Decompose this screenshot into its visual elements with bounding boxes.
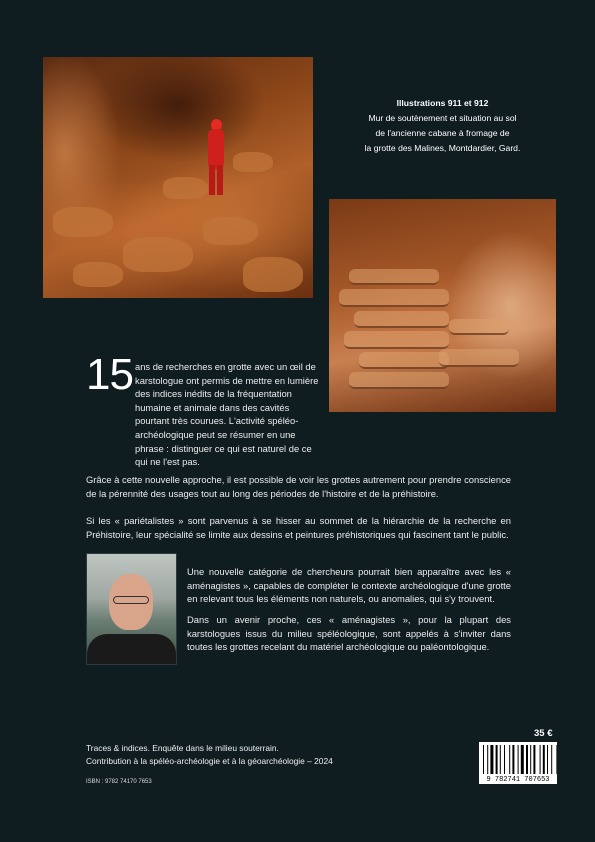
book-subtitle-line: Contribution à la spéléo-archéologie et à la géoarchéologie – 2024 [86, 756, 333, 766]
intro-paragraph: ans de recherches en grotte avec un œil de karstologue ont permis de mettre en lumière des indices inédits de la fréquentation humaine et animale dans des cavités pourtant très courues. L'activité spéléo-archéologique peut se résumer en une phrase : distinguer ce qui est naturel de ce qui ne l'est pas. [135, 361, 319, 468]
isbn-barcode [479, 742, 557, 784]
book-title-line: Traces & indices. Enquête dans le milieu souterrain. [86, 743, 279, 753]
paragraph-amenagistes: Une nouvelle catégorie de chercheurs pourrait bien apparaître avec les « aménagistes », capables de compléter le contexte archéologique d'une grotte en relevant tous les éléments non naturels, ou anomalies, qui s'y trouvent. [187, 566, 511, 605]
price-label: 35 € [534, 728, 553, 739]
illustration-caption [330, 96, 555, 156]
caption-title: Illustrations 911 et 912 [396, 98, 489, 108]
caption-line-2: de l'ancienne cabane à fromage de [375, 128, 510, 138]
caption-line-1: Mur de soutènement et situation au sol [368, 113, 517, 123]
paragraph-future: Dans un avenir proche, ces « aménagistes », pour la plupart des karstologues issus du milieu spéléologique, sont appelés à s'inviter dans toutes les grottes recelant du matériel archéologique ou paléontologique. [187, 614, 511, 653]
cave-photo-cheese-hut-floor [43, 57, 313, 298]
paragraph-parietalistes: Si les « pariétalistes » sont parvenus à se hisser au sommet de la hiérarchie de la recherche en Préhistoire, leur spécialité se limite aux dessins et peintures préhistoriques qui fascinent tant le public. [86, 515, 511, 540]
barcode-number: 9 782741 707653 [479, 776, 557, 784]
caver-figure [205, 119, 227, 197]
big-number-drop-cap: 15 [86, 350, 133, 399]
paragraph-approach: Grâce à cette nouvelle approche, il est possible de voir les grottes autrement pour prendre conscience de la pérennité des usages tout au long des périodes de l'histoire et de la préhistoire. [86, 474, 511, 499]
caption-line-3: la grotte des Malines, Montdardier, Gard. [364, 143, 521, 153]
isbn-text: ISBN : 9782 74170 7653 [86, 779, 152, 785]
author-portrait [86, 553, 177, 665]
cave-photo-retaining-wall [329, 199, 556, 412]
